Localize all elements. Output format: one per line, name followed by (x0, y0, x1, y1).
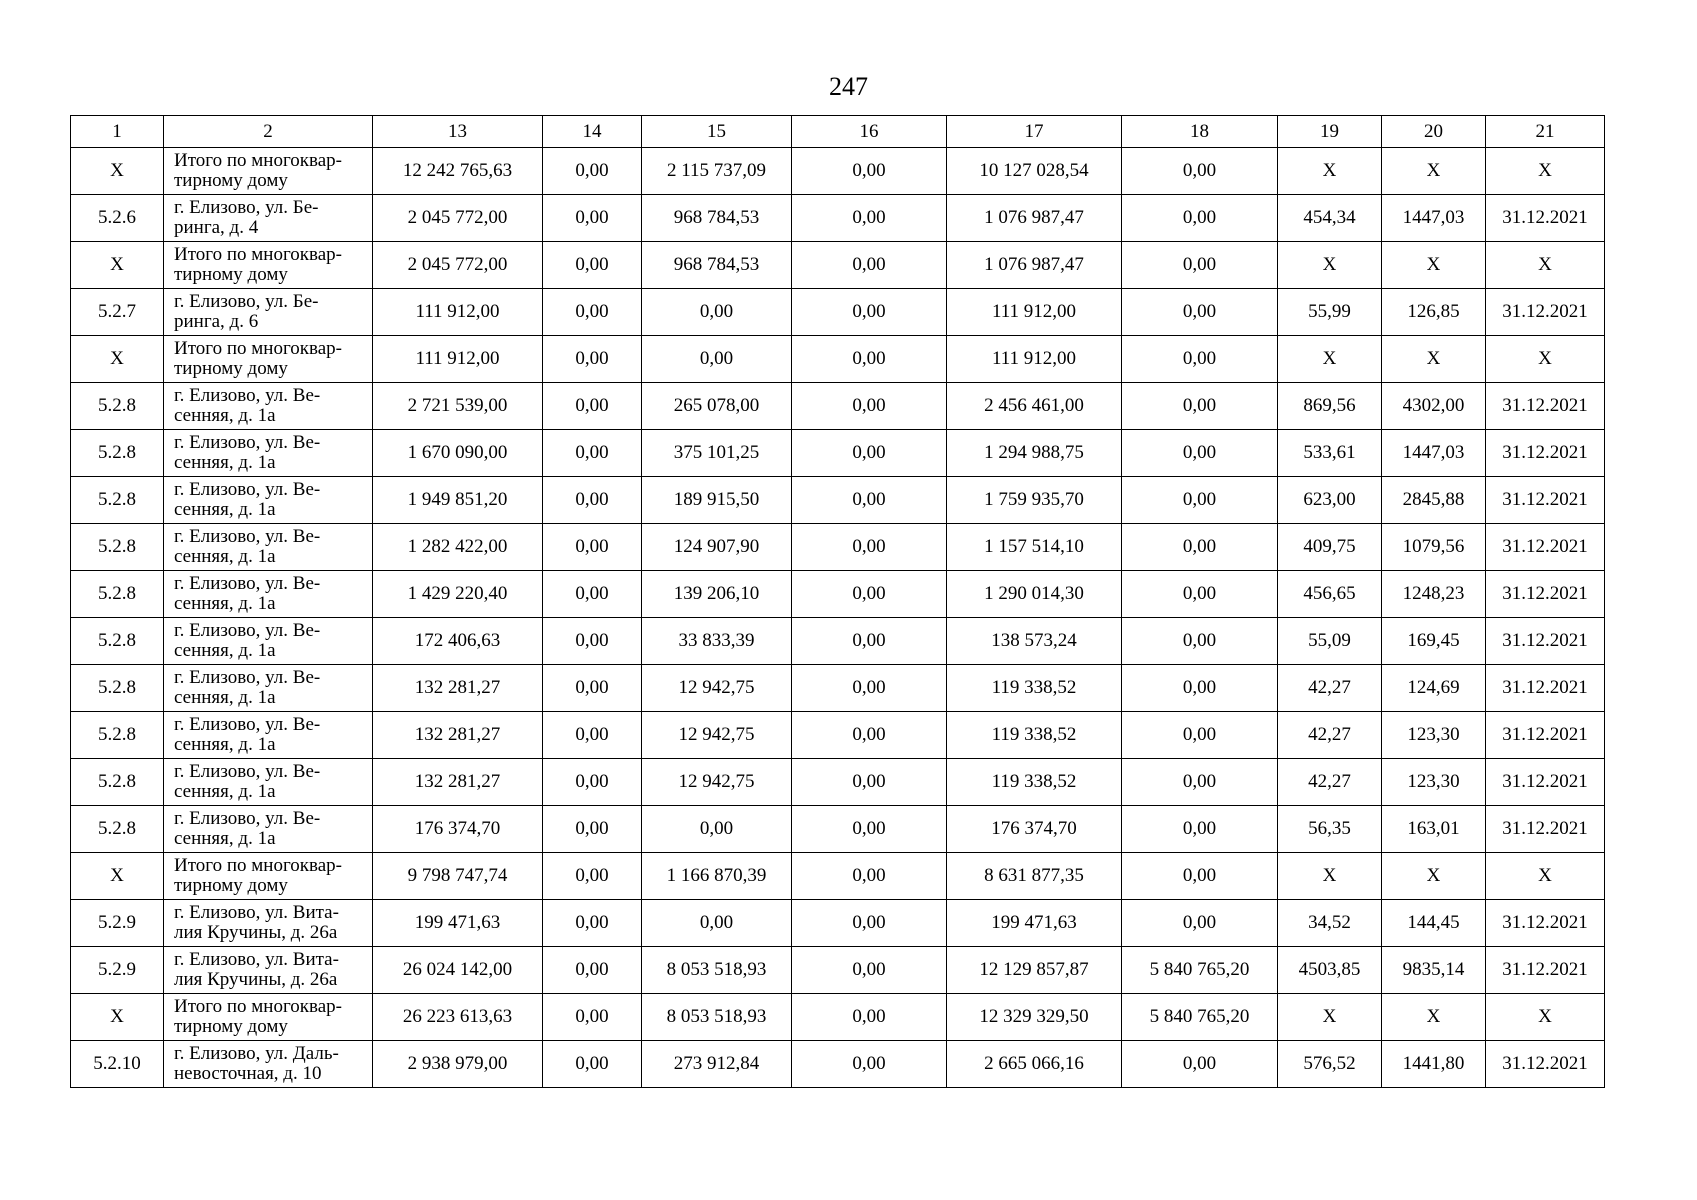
address-cell (164, 242, 373, 289)
col-16-cell: 0,00 (792, 242, 947, 289)
page-number: 247 (829, 72, 868, 101)
col-13-cell: 1 949 851,20 (373, 477, 543, 524)
col-14-cell: 0,00 (543, 242, 642, 289)
address-line-2: тирному дому (174, 875, 288, 896)
address-line-2: тирному дому (174, 170, 288, 191)
column-header: 18 (1122, 116, 1278, 148)
header-row (71, 116, 1605, 148)
address-line-1: г. Елизово, ул. Вита- (174, 949, 339, 970)
col-15-cell: 189 915,50 (642, 477, 792, 524)
col-17-cell: 2 665 066,16 (947, 1041, 1122, 1088)
col-13-cell: 111 912,00 (373, 336, 543, 383)
address-line-1: Итого по многоквар- (174, 338, 342, 359)
table-row (71, 1041, 1605, 1088)
table-row (71, 336, 1605, 383)
col-17-cell: 1 076 987,47 (947, 195, 1122, 242)
col-18-cell: 0,00 (1122, 1041, 1278, 1088)
row-number-cell: 5.2.7 (71, 289, 164, 336)
col-14-cell: 0,00 (543, 806, 642, 853)
col-16-cell: 0,00 (792, 853, 947, 900)
col-17-cell: 111 912,00 (947, 336, 1122, 383)
address-cell (164, 195, 373, 242)
col-20-cell: 169,45 (1382, 618, 1486, 665)
row-number-cell: 5.2.8 (71, 383, 164, 430)
col-15-cell: 273 912,84 (642, 1041, 792, 1088)
table-row (71, 900, 1605, 947)
col-17-cell: 12 129 857,87 (947, 947, 1122, 994)
address-line-1: г. Елизово, ул. Ве- (174, 667, 321, 688)
address-line-1: г. Елизово, ул. Вита- (174, 902, 339, 923)
col-13-cell: 2 045 772,00 (373, 195, 543, 242)
address-line-1: г. Елизово, ул. Ве- (174, 808, 321, 829)
address-line-1: Итого по многоквар- (174, 244, 342, 265)
table-row (71, 665, 1605, 712)
col-19-cell: 623,00 (1278, 477, 1382, 524)
col-20-cell: 144,45 (1382, 900, 1486, 947)
address-line-1: г. Елизово, ул. Ве- (174, 385, 321, 406)
address-line-2: сенняя, д. 1а (174, 546, 276, 567)
col-20-cell: 2845,88 (1382, 477, 1486, 524)
col-16-cell: 0,00 (792, 336, 947, 383)
address-cell (164, 336, 373, 383)
col-15-cell: 12 942,75 (642, 759, 792, 806)
table-row (71, 148, 1605, 195)
col-13-cell: 172 406,63 (373, 618, 543, 665)
col-16-cell: 0,00 (792, 524, 947, 571)
row-number-cell: 5.2.8 (71, 571, 164, 618)
col-19-cell: 456,65 (1278, 571, 1382, 618)
col-16-cell: 0,00 (792, 195, 947, 242)
col-20-cell: 4302,00 (1382, 383, 1486, 430)
col-16-cell: 0,00 (792, 759, 947, 806)
col-18-cell: 0,00 (1122, 524, 1278, 571)
col-14-cell: 0,00 (543, 430, 642, 477)
col-21-cell: X (1486, 994, 1605, 1041)
address-line-2: сенняя, д. 1а (174, 734, 276, 755)
col-18-cell: 0,00 (1122, 618, 1278, 665)
col-21-cell: X (1486, 242, 1605, 289)
col-20-cell: 1079,56 (1382, 524, 1486, 571)
address-cell (164, 806, 373, 853)
address-line-1: Итого по многоквар- (174, 150, 342, 171)
table-row (71, 477, 1605, 524)
column-header: 2 (164, 116, 373, 148)
col-16-cell: 0,00 (792, 712, 947, 759)
col-13-cell: 26 024 142,00 (373, 947, 543, 994)
address-line-1: г. Елизово, ул. Ве- (174, 573, 321, 594)
col-14-cell: 0,00 (543, 665, 642, 712)
col-13-cell: 132 281,27 (373, 712, 543, 759)
col-15-cell: 12 942,75 (642, 712, 792, 759)
col-18-cell: 5 840 765,20 (1122, 947, 1278, 994)
address-line-2: сенняя, д. 1а (174, 405, 276, 426)
address-line-1: Итого по многоквар- (174, 855, 342, 876)
col-17-cell: 10 127 028,54 (947, 148, 1122, 195)
col-14-cell: 0,00 (543, 853, 642, 900)
address-cell (164, 148, 373, 195)
col-13-cell: 2 045 772,00 (373, 242, 543, 289)
col-19-cell: X (1278, 336, 1382, 383)
col-15-cell: 124 907,90 (642, 524, 792, 571)
col-19-cell: 42,27 (1278, 759, 1382, 806)
col-19-cell: 4503,85 (1278, 947, 1382, 994)
col-14-cell: 0,00 (543, 477, 642, 524)
address-line-2: невосточная, д. 10 (174, 1063, 322, 1084)
table-row (71, 806, 1605, 853)
row-number-cell: 5.2.8 (71, 430, 164, 477)
address-line-1: г. Елизово, ул. Ве- (174, 432, 321, 453)
address-line-1: г. Елизово, ул. Бе- (174, 291, 319, 312)
col-16-cell: 0,00 (792, 383, 947, 430)
row-number-cell: 5.2.6 (71, 195, 164, 242)
address-line-1: г. Елизово, ул. Ве- (174, 714, 321, 735)
row-number-cell: 5.2.8 (71, 806, 164, 853)
col-15-cell: 265 078,00 (642, 383, 792, 430)
col-17-cell: 119 338,52 (947, 759, 1122, 806)
col-17-cell: 111 912,00 (947, 289, 1122, 336)
col-17-cell: 1 759 935,70 (947, 477, 1122, 524)
col-17-cell: 1 294 988,75 (947, 430, 1122, 477)
col-21-cell: X (1486, 853, 1605, 900)
row-number-cell: X (71, 853, 164, 900)
col-15-cell: 1 166 870,39 (642, 853, 792, 900)
address-line-1: г. Елизово, ул. Ве- (174, 479, 321, 500)
col-18-cell: 0,00 (1122, 430, 1278, 477)
col-13-cell: 1 429 220,40 (373, 571, 543, 618)
col-19-cell: 42,27 (1278, 712, 1382, 759)
col-16-cell: 0,00 (792, 1041, 947, 1088)
col-20-cell: 163,01 (1382, 806, 1486, 853)
col-21-cell: 31.12.2021 (1486, 477, 1605, 524)
col-17-cell: 176 374,70 (947, 806, 1122, 853)
table-row (71, 289, 1605, 336)
col-18-cell: 0,00 (1122, 759, 1278, 806)
table-row (71, 947, 1605, 994)
table-row (71, 571, 1605, 618)
column-header: 15 (642, 116, 792, 148)
address-cell (164, 759, 373, 806)
table-row (71, 524, 1605, 571)
col-20-cell: 1447,03 (1382, 430, 1486, 477)
col-14-cell: 0,00 (543, 383, 642, 430)
address-cell (164, 618, 373, 665)
col-20-cell: 124,69 (1382, 665, 1486, 712)
row-number-cell: 5.2.8 (71, 477, 164, 524)
address-cell (164, 712, 373, 759)
col-21-cell: 31.12.2021 (1486, 759, 1605, 806)
address-cell (164, 853, 373, 900)
table-row (71, 383, 1605, 430)
col-20-cell: 126,85 (1382, 289, 1486, 336)
table-row (71, 853, 1605, 900)
address-line-1: г. Елизово, ул. Ве- (174, 620, 321, 641)
address-line-2: сенняя, д. 1а (174, 687, 276, 708)
address-cell (164, 524, 373, 571)
col-18-cell: 0,00 (1122, 289, 1278, 336)
table-row (71, 618, 1605, 665)
row-number-cell: X (71, 148, 164, 195)
table-row (71, 430, 1605, 477)
col-19-cell: 55,09 (1278, 618, 1382, 665)
col-16-cell: 0,00 (792, 806, 947, 853)
col-14-cell: 0,00 (543, 195, 642, 242)
col-15-cell: 0,00 (642, 900, 792, 947)
address-cell (164, 947, 373, 994)
address-line-2: сенняя, д. 1а (174, 640, 276, 661)
col-19-cell: 55,99 (1278, 289, 1382, 336)
address-line-2: лия Кручины, д. 26а (174, 969, 338, 990)
col-21-cell: 31.12.2021 (1486, 289, 1605, 336)
col-13-cell: 199 471,63 (373, 900, 543, 947)
column-header: 16 (792, 116, 947, 148)
col-15-cell: 33 833,39 (642, 618, 792, 665)
col-18-cell: 0,00 (1122, 665, 1278, 712)
col-15-cell: 8 053 518,93 (642, 994, 792, 1041)
col-15-cell: 0,00 (642, 289, 792, 336)
address-line-2: сенняя, д. 1а (174, 828, 276, 849)
col-16-cell: 0,00 (792, 947, 947, 994)
col-14-cell: 0,00 (543, 994, 642, 1041)
col-20-cell: X (1382, 336, 1486, 383)
row-number-cell: 5.2.10 (71, 1041, 164, 1088)
col-20-cell: X (1382, 242, 1486, 289)
address-line-2: ринга, д. 6 (174, 311, 259, 332)
address-line-1: г. Елизово, ул. Ве- (174, 526, 321, 547)
address-line-2: сенняя, д. 1а (174, 593, 276, 614)
col-15-cell: 375 101,25 (642, 430, 792, 477)
col-20-cell: 1447,03 (1382, 195, 1486, 242)
col-18-cell: 0,00 (1122, 148, 1278, 195)
address-cell (164, 665, 373, 712)
col-16-cell: 0,00 (792, 289, 947, 336)
col-19-cell: 576,52 (1278, 1041, 1382, 1088)
col-14-cell: 0,00 (543, 900, 642, 947)
col-16-cell: 0,00 (792, 665, 947, 712)
col-14-cell: 0,00 (543, 571, 642, 618)
col-15-cell: 12 942,75 (642, 665, 792, 712)
col-16-cell: 0,00 (792, 477, 947, 524)
col-13-cell: 1 282 422,00 (373, 524, 543, 571)
col-13-cell: 2 721 539,00 (373, 383, 543, 430)
address-line-2: сенняя, д. 1а (174, 452, 276, 473)
address-line-2: тирному дому (174, 358, 288, 379)
column-header: 19 (1278, 116, 1382, 148)
col-20-cell: 1441,80 (1382, 1041, 1486, 1088)
col-21-cell: 31.12.2021 (1486, 383, 1605, 430)
column-header: 20 (1382, 116, 1486, 148)
col-15-cell: 0,00 (642, 336, 792, 383)
row-number-cell: X (71, 242, 164, 289)
col-14-cell: 0,00 (543, 148, 642, 195)
address-cell (164, 430, 373, 477)
col-21-cell: 31.12.2021 (1486, 1041, 1605, 1088)
row-number-cell: 5.2.8 (71, 665, 164, 712)
data-table (70, 115, 1605, 1088)
col-19-cell: 533,61 (1278, 430, 1382, 477)
col-18-cell: 0,00 (1122, 195, 1278, 242)
col-15-cell: 2 115 737,09 (642, 148, 792, 195)
col-15-cell: 0,00 (642, 806, 792, 853)
col-18-cell: 5 840 765,20 (1122, 994, 1278, 1041)
col-18-cell: 0,00 (1122, 712, 1278, 759)
col-17-cell: 1 290 014,30 (947, 571, 1122, 618)
col-15-cell: 968 784,53 (642, 195, 792, 242)
col-17-cell: 1 157 514,10 (947, 524, 1122, 571)
col-13-cell: 176 374,70 (373, 806, 543, 853)
col-21-cell: 31.12.2021 (1486, 900, 1605, 947)
column-header: 13 (373, 116, 543, 148)
col-21-cell: 31.12.2021 (1486, 712, 1605, 759)
col-15-cell: 968 784,53 (642, 242, 792, 289)
row-number-cell: X (71, 336, 164, 383)
col-20-cell: 1248,23 (1382, 571, 1486, 618)
col-19-cell: 34,52 (1278, 900, 1382, 947)
table-row (71, 994, 1605, 1041)
col-17-cell: 8 631 877,35 (947, 853, 1122, 900)
col-14-cell: 0,00 (543, 947, 642, 994)
col-14-cell: 0,00 (543, 336, 642, 383)
address-cell (164, 383, 373, 430)
col-13-cell: 9 798 747,74 (373, 853, 543, 900)
col-18-cell: 0,00 (1122, 242, 1278, 289)
address-cell (164, 994, 373, 1041)
table-row (71, 195, 1605, 242)
column-header: 17 (947, 116, 1122, 148)
col-13-cell: 1 670 090,00 (373, 430, 543, 477)
col-16-cell: 0,00 (792, 430, 947, 477)
row-number-cell: 5.2.8 (71, 524, 164, 571)
col-19-cell: 454,34 (1278, 195, 1382, 242)
col-21-cell: X (1486, 148, 1605, 195)
col-18-cell: 0,00 (1122, 900, 1278, 947)
col-14-cell: 0,00 (543, 618, 642, 665)
col-14-cell: 0,00 (543, 1041, 642, 1088)
col-18-cell: 0,00 (1122, 477, 1278, 524)
row-number-cell: X (71, 994, 164, 1041)
address-cell (164, 477, 373, 524)
col-20-cell: 9835,14 (1382, 947, 1486, 994)
col-19-cell: X (1278, 242, 1382, 289)
col-17-cell: 1 076 987,47 (947, 242, 1122, 289)
address-line-1: г. Елизово, ул. Бе- (174, 197, 319, 218)
col-18-cell: 0,00 (1122, 853, 1278, 900)
table-body (71, 148, 1605, 1088)
col-19-cell: 42,27 (1278, 665, 1382, 712)
address-cell (164, 289, 373, 336)
col-21-cell: 31.12.2021 (1486, 195, 1605, 242)
address-line-2: сенняя, д. 1а (174, 781, 276, 802)
row-number-cell: 5.2.9 (71, 900, 164, 947)
col-19-cell: 869,56 (1278, 383, 1382, 430)
row-number-cell: 5.2.8 (71, 759, 164, 806)
address-line-2: тирному дому (174, 1016, 288, 1037)
address-line-1: г. Елизово, ул. Ве- (174, 761, 321, 782)
address-line-2: тирному дому (174, 264, 288, 285)
col-21-cell: 31.12.2021 (1486, 806, 1605, 853)
col-17-cell: 199 471,63 (947, 900, 1122, 947)
col-16-cell: 0,00 (792, 148, 947, 195)
col-20-cell: X (1382, 148, 1486, 195)
col-17-cell: 119 338,52 (947, 712, 1122, 759)
col-15-cell: 139 206,10 (642, 571, 792, 618)
col-18-cell: 0,00 (1122, 571, 1278, 618)
col-14-cell: 0,00 (543, 289, 642, 336)
col-20-cell: 123,30 (1382, 759, 1486, 806)
col-21-cell: X (1486, 336, 1605, 383)
address-line-1: г. Елизово, ул. Даль- (174, 1043, 339, 1064)
col-14-cell: 0,00 (543, 524, 642, 571)
col-17-cell: 138 573,24 (947, 618, 1122, 665)
row-number-cell: 5.2.8 (71, 712, 164, 759)
col-19-cell: X (1278, 994, 1382, 1041)
address-cell (164, 900, 373, 947)
col-14-cell: 0,00 (543, 759, 642, 806)
column-header: 21 (1486, 116, 1605, 148)
col-17-cell: 119 338,52 (947, 665, 1122, 712)
col-19-cell: 409,75 (1278, 524, 1382, 571)
col-16-cell: 0,00 (792, 618, 947, 665)
col-13-cell: 132 281,27 (373, 759, 543, 806)
col-16-cell: 0,00 (792, 994, 947, 1041)
column-header: 1 (71, 116, 164, 148)
col-13-cell: 12 242 765,63 (373, 148, 543, 195)
col-13-cell: 111 912,00 (373, 289, 543, 336)
col-21-cell: 31.12.2021 (1486, 524, 1605, 571)
col-15-cell: 8 053 518,93 (642, 947, 792, 994)
col-17-cell: 2 456 461,00 (947, 383, 1122, 430)
table-row (71, 712, 1605, 759)
address-line-2: ринга, д. 4 (174, 217, 259, 238)
col-21-cell: 31.12.2021 (1486, 571, 1605, 618)
table-row (71, 759, 1605, 806)
col-21-cell: 31.12.2021 (1486, 618, 1605, 665)
address-line-2: сенняя, д. 1а (174, 499, 276, 520)
address-cell (164, 571, 373, 618)
column-header: 14 (543, 116, 642, 148)
col-18-cell: 0,00 (1122, 383, 1278, 430)
col-21-cell: 31.12.2021 (1486, 665, 1605, 712)
col-16-cell: 0,00 (792, 900, 947, 947)
col-19-cell: X (1278, 148, 1382, 195)
col-19-cell: X (1278, 853, 1382, 900)
col-20-cell: X (1382, 994, 1486, 1041)
col-18-cell: 0,00 (1122, 336, 1278, 383)
col-20-cell: 123,30 (1382, 712, 1486, 759)
table-row (71, 242, 1605, 289)
col-16-cell: 0,00 (792, 571, 947, 618)
row-number-cell: 5.2.9 (71, 947, 164, 994)
col-13-cell: 2 938 979,00 (373, 1041, 543, 1088)
col-19-cell: 56,35 (1278, 806, 1382, 853)
row-number-cell: 5.2.8 (71, 618, 164, 665)
col-18-cell: 0,00 (1122, 806, 1278, 853)
address-cell (164, 1041, 373, 1088)
address-line-2: лия Кручины, д. 26а (174, 922, 338, 943)
col-21-cell: 31.12.2021 (1486, 947, 1605, 994)
col-14-cell: 0,00 (543, 712, 642, 759)
col-17-cell: 12 329 329,50 (947, 994, 1122, 1041)
address-line-1: Итого по многоквар- (174, 996, 342, 1017)
col-20-cell: X (1382, 853, 1486, 900)
col-21-cell: 31.12.2021 (1486, 430, 1605, 477)
col-13-cell: 132 281,27 (373, 665, 543, 712)
col-13-cell: 26 223 613,63 (373, 994, 543, 1041)
